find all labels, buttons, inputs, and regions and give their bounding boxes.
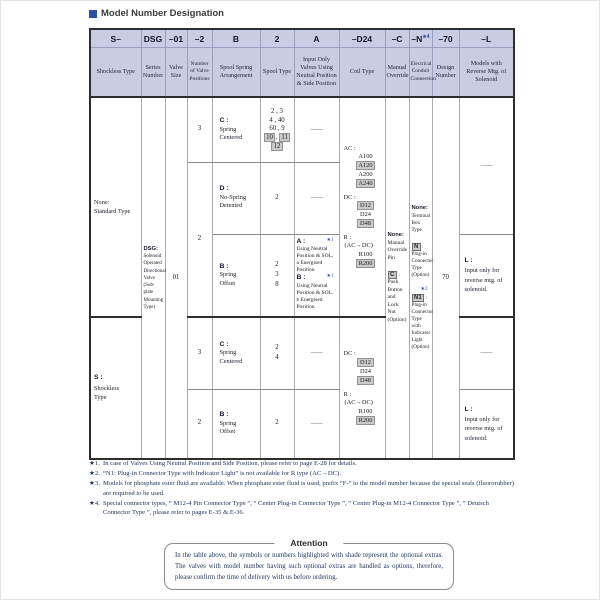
option-spool-10: 10 — [264, 133, 276, 142]
header-code-manual-override: –C — [385, 29, 409, 48]
cell-positions-3: 3 — [187, 97, 212, 162]
header-desc-coil: Coil Type — [339, 48, 385, 98]
cell-input-only-none-3: —— — [294, 317, 339, 389]
footnote-ref-star: ★2 — [420, 287, 428, 293]
option-override-c: C — [388, 271, 397, 279]
header-desc-series: Series Number — [141, 48, 165, 98]
option-coil-r200: R200 — [356, 259, 375, 268]
footnote-4: ★4. Special connector types, “ M12-4 Pin Connector Type ”, “ Center Plug-in Connector Type ”, “ Center Plug-in M12-4 Connector Type ”, “ Deutsch Connector Type ”, please refer to pages E-35 & E-36. — [89, 499, 489, 517]
option-coil-d12: D12 — [357, 201, 373, 210]
footnote-3: ★3. Models for phosphate ester fluid are available. When phosphate ester fluid is used, prefix “F-” to the model number because the special seals (fluororubber) are required to be used. — [89, 479, 514, 497]
header-code-row — [90, 29, 514, 48]
cell-no-spring-detented: D : No-Spring Detented — [212, 162, 260, 234]
cell-positions-3-shockless: 3 — [187, 317, 212, 389]
option-coil-a240: A240 — [356, 179, 375, 188]
option-conduit-n: N — [412, 243, 421, 251]
cell-positions-2-shockless: 2 — [187, 389, 212, 459]
row-standard-3pos — [90, 97, 514, 162]
cell-coil-type-standard: AC : A100 A120 A200 A240 DC : D12 D24 D48 R : (AC→DC) R100 R200 — [339, 97, 385, 317]
header-desc-input-only: Input Only Valves Using Neutral Position & Side Position — [294, 48, 339, 98]
attention-title: Attention — [274, 538, 343, 548]
header-code-valve-size: –01 — [165, 29, 187, 48]
page-title-text: Model Number Designation — [101, 8, 224, 19]
header-code-series: DSG — [141, 29, 165, 48]
header-code-shockless: S– — [90, 29, 141, 48]
cell-valve-size: 01 — [165, 97, 187, 459]
option-spool-11: 11 — [279, 133, 291, 142]
header-desc-reverse: Models with Reverse Mtg. of Solenoid — [459, 48, 514, 98]
cell-spool-type-2-shockless: 2 — [260, 389, 294, 459]
cell-spool-types-24: 2 4 — [260, 317, 294, 389]
cell-input-only-valves: A : ★1 Using Neutral Position & SOL. a Energised Position B : ★1 Using Neutral Position & SOL. b Energised Position — [294, 234, 339, 317]
header-code-spool: 2 — [260, 29, 294, 48]
title-square-icon — [89, 10, 97, 18]
attention-text: In the table above, the symbols or numbers highlighted with shade represent the optional extras. The valves with model number having such optional extras are handled as options, therefore, please confirm the time of delivery with us before ordering. — [175, 552, 443, 581]
header-desc-manual-override: Manual Override — [385, 48, 409, 98]
footnote-ref-star: ★1 — [326, 274, 334, 280]
header-desc-shockless: Shockless Type — [90, 48, 141, 98]
footnote-ref-star: ★4 — [422, 33, 430, 40]
header-code-positions: –2 — [187, 29, 212, 48]
cell-input-only-none-4: —— — [294, 389, 339, 459]
option-conduit-n1: N1 — [412, 294, 425, 302]
header-code-reverse: –L — [459, 29, 514, 48]
cell-spring-offset: B : Spring Offset — [212, 234, 260, 317]
option-coil-d48: D48 — [357, 219, 373, 228]
cell-reverse-mtg-standard: L : Input only for reverse mtg. of solenoid. — [459, 234, 514, 317]
cell-spring-centered: C : Spring Centered — [212, 97, 260, 162]
header-desc-positions: Number of Valve Positions — [187, 48, 212, 98]
page-title — [89, 8, 224, 19]
footnote-1: ★1. In case of Valves Using Neutral Position and Side Position, please refer to page E-28 for details. — [89, 460, 357, 467]
option-coil-a120: A120 — [356, 161, 375, 170]
header-desc-spool: Spool Type — [260, 48, 294, 98]
cell-spring-centered-shockless: C : Spring Centered — [212, 317, 260, 389]
cell-reverse-mtg-shockless: L : Input only for reverse mtg. of solenoid. — [459, 389, 514, 459]
cell-reverse-none-1: —— — [459, 97, 514, 234]
header-code-conduit: $-N^{★4}$ — [409, 29, 432, 48]
header-desc-conduit: Electrical Conduit Connection — [409, 48, 432, 98]
attention-box — [164, 538, 454, 590]
cell-design-number: 70 — [432, 97, 459, 459]
header-code-input-only: A — [294, 29, 339, 48]
option-spool-12: 12 — [271, 142, 283, 151]
cell-manual-override: None: Manual Override Pin C : Push Button and Lock Nut (Option) — [385, 97, 409, 459]
cell-type-shockless: S : Shockless Type — [90, 317, 141, 459]
cell-spool-type-2: 2 — [260, 162, 294, 234]
cell-positions-2: 2 — [187, 162, 212, 317]
cell-input-only-none-1: —— — [294, 97, 339, 162]
footnote-2: ★2. “N1: Plug-in Connector Type with Indicator Light” is not available for R type (AC→DC). — [89, 469, 341, 477]
header-code-coil: –D24 — [339, 29, 385, 48]
cell-input-only-none-2: —— — [294, 162, 339, 234]
cell-type-standard: None: Standard Type — [90, 97, 141, 317]
header-desc-row — [90, 48, 514, 98]
option-coil-r200: R200 — [356, 416, 375, 425]
cell-series-number: DSG: Solenoid Operated Directional Valve (Sub-plate Mounting Type) — [141, 97, 165, 459]
cell-spool-types-238: 2 3 8 — [260, 234, 294, 317]
cell-spool-types-standard-3pos: 2 , 3 4 , 40 60 , 9 10 , 11 12 — [260, 97, 294, 162]
header-desc-valve-size: Valve Size — [165, 48, 187, 98]
header-desc-spring: Spool Spring Arrangement — [212, 48, 260, 98]
cell-reverse-none-2: —— — [459, 317, 514, 389]
header-code-design: –70 — [432, 29, 459, 48]
footnotes — [89, 459, 516, 518]
option-coil-d12: D12 — [357, 358, 373, 367]
cell-coil-type-shockless: DC : D12 D24 D48 R : (AC→DC) R100 R200 — [339, 317, 385, 459]
cell-spring-offset-shockless: B : Spring Offset — [212, 389, 260, 459]
header-code-spring: B — [212, 29, 260, 48]
model-number-table — [89, 28, 515, 460]
option-coil-d48: D48 — [357, 376, 373, 385]
header-desc-design: Design Number — [432, 48, 459, 98]
footnote-ref-star: ★1 — [326, 237, 334, 243]
cell-conduit-connection: None: Terminal Box Type N : Plug-in Connector Type (Option) ★2 N1 : Plug-in Connector Type with Indicator Light (Option) — [409, 97, 432, 459]
